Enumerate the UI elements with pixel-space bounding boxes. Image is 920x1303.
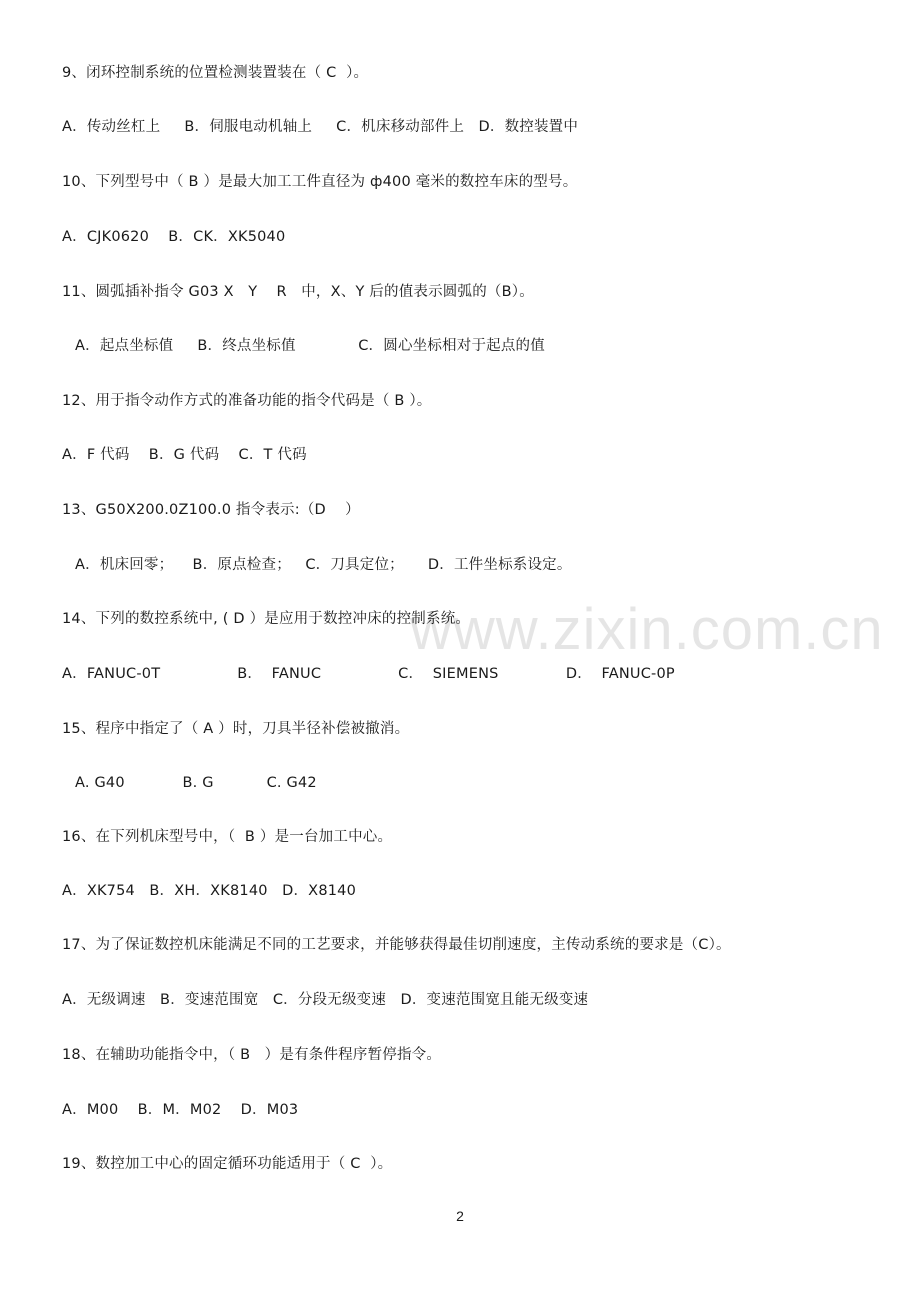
question-17: 17、为了保证数控机床能满足不同的工艺要求，并能够获得最佳切削速度，主传动系统的要求是（C）。 (62, 937, 731, 953)
question-11: 11、圆弧插补指令 G03 X Y R 中，X、Y 后的值表示圆弧的（B）。 (62, 284, 534, 300)
question-9-options: A．传动丝杠上 B．伺服电动机轴上 C．机床移动部件上 D．数控装置中 (62, 119, 579, 135)
question-16-options: A．XK754 B．XH．XK8140 D．X8140 (62, 883, 357, 899)
question-15: 15、程序中指定了（ A ）时，刀具半径补偿被撤消。 (62, 721, 410, 737)
question-15-options: A. G40 B. G C. G42 (75, 775, 317, 791)
question-17-options: A．无级调速 B．变速范围宽 C．分段无级变速 D．变速范围宽且能无级变速 (62, 992, 589, 1008)
question-18-options: A．M00 B．M．M02 D．M03 (62, 1102, 299, 1118)
question-12: 12、用于指令动作方式的准备功能的指令代码是（ B ）。 (62, 393, 432, 409)
question-14-options: A．FANUC-0T B． FANUC C． SIEMENS D． FANUC-0P (62, 666, 675, 682)
question-18: 18、在辅助功能指令中，（ B ）是有条件程序暂停指令。 (62, 1047, 442, 1063)
question-19: 19、数控加工中心的固定循环功能适用于（ C ）。 (62, 1156, 393, 1172)
question-13-options: A．机床回零； B．原点检查； C．刀具定位； D．工件坐标系设定。 (75, 557, 572, 573)
question-13: 13、G50X200.0Z100.0 指令表示:（D ） (62, 502, 360, 518)
page-number: 2 (456, 1208, 464, 1224)
question-12-options: A．F 代码 B．G 代码 C．T 代码 (62, 447, 307, 463)
question-10-options: A．CJK0620 B．CK．XK5040 (62, 229, 286, 245)
watermark: www.zixin.com.cn (410, 597, 884, 662)
question-14: 14、下列的数控系统中, ( D ）是应用于数控冲床的控制系统。 (62, 611, 471, 627)
question-9: 9、闭环控制系统的位置检测装置装在（ C ）。 (62, 65, 369, 81)
question-16: 16、在下列机床型号中，（ B ）是一台加工中心。 (62, 829, 393, 845)
question-11-options: A．起点坐标值 B．终点坐标值 C．圆心坐标相对于起点的值 (75, 338, 545, 354)
question-10: 10、下列型号中（ B ）是最大加工工件直径为 ф400 毫米的数控车床的型号。 (62, 174, 578, 190)
